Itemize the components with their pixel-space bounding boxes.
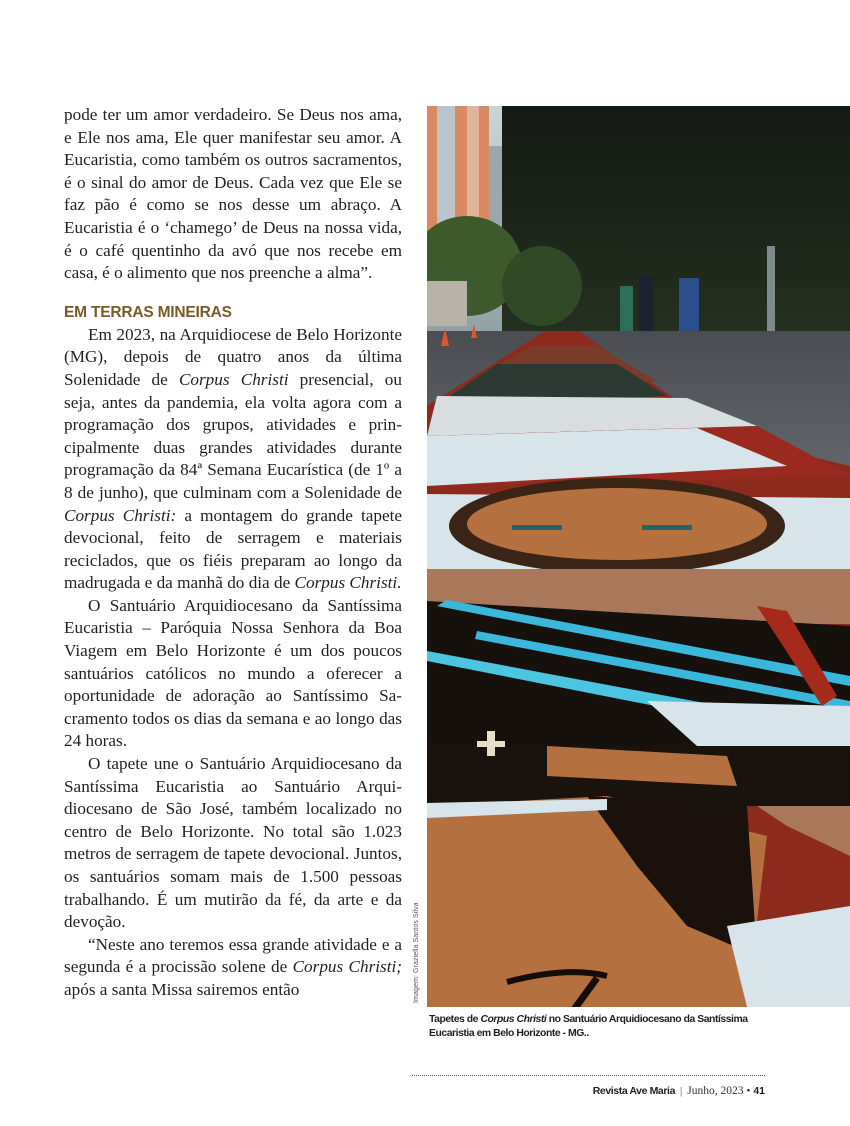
text-run: presencial, ou seja, antes da pandemia, ela volta agora com a programação dos grupos, atividades e principalmente duas grandes atividades durante programação da 84ª Semana Eucarística (de 1º a 8 de junho), que culminam com a Solenidade de bbox=[64, 369, 402, 502]
text-run: Tapetes de bbox=[429, 1014, 481, 1025]
italic-term: Corpus Christi bbox=[178, 369, 289, 389]
text-run: “Neste ano teremos essa grande atividade e a segunda é a procissão solene de bbox=[64, 934, 402, 977]
text-run: Em 2023, na Arquidiocese de Belo Horizonte (MG), depois de quatro anos da última Solenidade de bbox=[64, 324, 402, 389]
article-paragraph: pode ter um amor verdadeiro. Se Deus nos ama, e Ele nos ama, Ele quer manifestar seu amor. A Eucaristia, como também os outros sacramentos, é o sinal do amor de Deus. Cada vez que Ele se faz pão é como se nos desse um abraço. A Eucaristia é o ‘chamego’ de Deus na nossa vida, é o café quentinho da avó que nos recebe em casa, é o alimento que nos preenche a alma”. bbox=[64, 105, 402, 283]
issue-date: Junho, 2023 bbox=[687, 1085, 744, 1097]
article-paragraph bbox=[64, 324, 402, 595]
footer-separator: | bbox=[680, 1085, 683, 1097]
italic-term: Corpus Christi; bbox=[292, 957, 403, 977]
article-photo bbox=[427, 106, 850, 1007]
article-paragraph: O tapete une o Santuário Arquidiocesano da Santíssima Eucaristia ao Santuário Arquidiocesano de São José, também localizado no centro de Belo Horizonte. No total são 1.023 metros de serragem de tapete devocional. Juntos, os santuários somam mais de 1.500 pessoas trabalhando. É um mutirão da fé, da arte e da devoção. bbox=[64, 754, 402, 932]
footer-divider bbox=[412, 1075, 765, 1076]
photo-caption bbox=[429, 1013, 759, 1041]
italic-term: Corpus Christi bbox=[480, 1014, 547, 1025]
text-run: a montagem do grande tapete devocional, feito de serragem e materiais reciclados, que os fiéis preparam ao longo da madrugada e da manhã do dia de bbox=[64, 505, 402, 593]
bullet-separator: • bbox=[746, 1085, 751, 1097]
article-column bbox=[64, 104, 402, 1002]
article-paragraph: O Santuário Arquidiocesano da Santíssima Eucaristia – Paróquia Nossa Senhora da Boa Viagem em Belo Horizonte é um dos poucos santuários católicos no mundo a oferecer a oportunidade de adoração ao Santíssimo Sacramento todos os dias da semana e ao longo das 24 horas. bbox=[64, 595, 402, 751]
text-run: no Santuário Arquidiocesano da Santíssima Eucaristia em Belo Horizonte - MG.. bbox=[429, 1014, 748, 1039]
section-heading: EM TERRAS MINEIRAS bbox=[64, 303, 232, 321]
article-paragraph bbox=[64, 934, 402, 1002]
page-number: 41 bbox=[753, 1085, 765, 1097]
photo-credit: Imagem: Graziella Santos Silva bbox=[413, 902, 420, 1003]
photo-illustration bbox=[427, 106, 850, 1007]
magazine-name: Revista Ave Maria bbox=[592, 1085, 676, 1097]
italic-term: Corpus Christi. bbox=[294, 573, 402, 593]
text-run: após a santa Missa sairemos então bbox=[64, 979, 300, 999]
page-footer bbox=[593, 1085, 765, 1097]
italic-term: Corpus Christi: bbox=[64, 505, 177, 525]
